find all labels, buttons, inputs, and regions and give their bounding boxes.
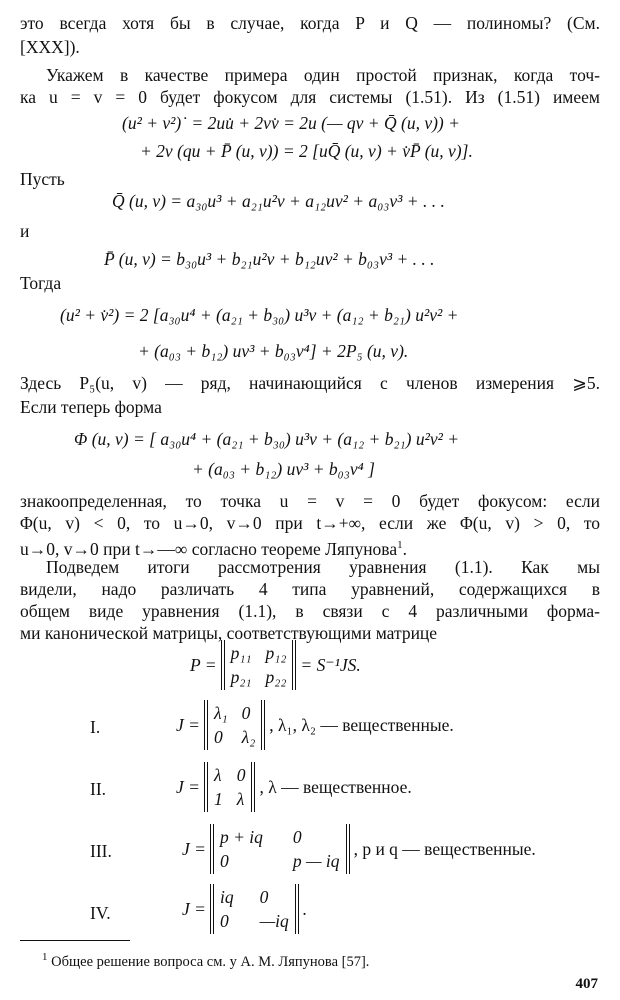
matrix-left-bar	[210, 884, 214, 934]
equation-1a: (u² + v²)˙ = 2uu̇ + 2vv̇ = 2u (— qv + Q̄ (u, v)) +	[122, 113, 460, 133]
matrix-cells	[212, 702, 257, 748]
matrix-cells	[229, 642, 289, 688]
footnote-mark: 1	[42, 951, 48, 963]
text-line: Φ(u, v) < 0, то u→0, v→0 при t→+∞, если же Φ(u, v) > 0, то	[20, 513, 600, 533]
matrix-left-bar	[221, 640, 225, 690]
matrix-cell: p + iq	[219, 827, 263, 847]
text-line: Подведем итоги рассмотрения уравнения (1.1). Как мы	[46, 557, 600, 577]
matrix-cells	[218, 826, 342, 872]
text-line: общем виде уравнения (1.1), в связи с 4 различными форма-	[20, 601, 600, 621]
text-line: Пусть	[20, 169, 65, 189]
matrix-left-bar	[210, 824, 214, 874]
case-number: IV.	[90, 903, 111, 923]
equation-2: Q̄ (u, v) = a₃₀u³ + a₂₁u²v + a₁₂uv² + a₀₃v³ + . . .	[112, 191, 445, 211]
matrix-cell: 1	[213, 789, 223, 809]
footnote	[42, 947, 369, 972]
matrix-cell: 0	[241, 703, 251, 723]
matrix-right-bar	[292, 640, 296, 690]
matrix-cell: 0	[259, 887, 269, 907]
matrix-cell: iq	[219, 887, 234, 907]
matrix-lhs: J =	[176, 714, 200, 735]
equation-4b: + (a₀₃ + b₁₂) uv³ + b₀₃v⁴] + 2P₅ (u, v).	[138, 341, 409, 361]
text-span: u→0, v→0 при t→—∞ согласно теореме Ляпунова	[20, 538, 398, 559]
matrix-cell: p₂₂	[265, 667, 287, 687]
text-line: Укажем в качестве примера один простой признак, когда точ-	[46, 65, 600, 85]
matrix-cells	[218, 886, 291, 932]
matrix-right-bar	[261, 700, 265, 750]
text-line: Если теперь форма	[20, 397, 162, 417]
matrix-cell: p₁₁	[230, 643, 252, 663]
matrix-cell: 0	[213, 727, 223, 747]
equation-5a: Φ (u, v) = [ a₃₀u⁴ + (a₂₁ + b₃₀) u³v + (a₁₂ + b₂₁) u²v² +	[74, 429, 460, 449]
case-1-equation	[176, 700, 454, 750]
matrix-lhs: J =	[182, 838, 206, 859]
matrix-cell: 0	[219, 911, 229, 931]
case-description: .	[302, 898, 308, 919]
matrix-cell: λ₂	[241, 727, 256, 747]
matrix-cell: p₁₂	[265, 643, 287, 663]
matrix-right-bar	[251, 762, 255, 812]
matrix-lhs: J =	[176, 776, 200, 797]
case-number: II.	[90, 779, 107, 799]
footnote-ref[interactable]: 1	[397, 539, 403, 551]
matrix-right-bar	[346, 824, 350, 874]
page-number: 407	[575, 976, 598, 992]
equation-3: P̄ (u, v) = b₃₀u³ + b₂₁u²v + b₁₂uv² + b₀₃v³ + . . .	[104, 249, 435, 269]
text-line: [XXX]).	[20, 37, 80, 57]
matrix-lhs: J =	[182, 898, 206, 919]
matrix-cell: λ	[213, 765, 222, 785]
case-number: I.	[90, 717, 101, 737]
matrix-cell: 0	[219, 851, 229, 871]
matrix-cell: 0	[236, 765, 246, 785]
case-4-equation	[182, 884, 307, 934]
text-line: знакоопределенная, то точка u = v = 0 будет фокусом: если	[20, 491, 600, 511]
case-description: , λ₁, λ₂ — вещественные.	[269, 714, 454, 735]
matrix-rhs: = S⁻¹JS.	[300, 654, 361, 675]
matrix-cell: p₂₁	[230, 667, 252, 687]
equation-1b: + 2v (qu + P̄ (u, v)) = 2 [uQ̄ (u, v) + v̇P̄ (u, v)].	[140, 141, 473, 161]
text-line: это всегда хотя бы в случае, когда P и Q — полиномы? (См.	[20, 13, 600, 33]
matrix-lhs: P =	[190, 654, 217, 675]
equation-5b: + (a₀₃ + b₁₂) uv³ + b₀₃v⁴ ]	[192, 459, 375, 479]
footnote-text: Общее решение вопроса см. у А. М. Ляпунова [57].	[51, 953, 370, 970]
footnote-divider	[20, 940, 130, 941]
matrix-left-bar	[204, 700, 208, 750]
matrix-cell: λ₁	[213, 703, 228, 723]
case-description: , p и q — вещественные.	[353, 838, 536, 859]
case-number: III.	[90, 841, 112, 861]
text-span: .	[402, 538, 407, 559]
matrix-cell: 0	[292, 827, 302, 847]
text-line: ми канонической матрицы, соответствующими матрице	[20, 623, 438, 643]
matrix-cells	[212, 764, 248, 810]
matrix-left-bar	[204, 762, 208, 812]
text-line: видели, надо различать 4 типа уравнений, содержащихся в	[20, 579, 600, 599]
case-2-equation	[176, 762, 412, 812]
text-line: и	[20, 221, 30, 241]
text-line: Здесь P₅(u, v) — ряд, начинающийся с членов измерения ⩾5.	[20, 373, 600, 393]
equation-4a: (u² + v̇²) = 2 [a₃₀u⁴ + (a₂₁ + b₃₀) u³v + (a₁₂ + b₂₁) u²v² +	[60, 305, 459, 325]
matrix-right-bar	[295, 884, 299, 934]
matrix-cell: p — iq	[292, 851, 340, 871]
p-matrix-equation	[190, 640, 361, 690]
matrix-cell: λ	[236, 789, 245, 809]
case-3-equation	[182, 824, 536, 874]
text-line: ка u = v = 0 будет фокусом для системы (1.51). Из (1.51) имеем	[20, 87, 600, 107]
case-description: , λ — вещественное.	[259, 776, 412, 797]
text-line: Тогда	[20, 273, 62, 293]
matrix-cell: —iq	[259, 911, 289, 931]
